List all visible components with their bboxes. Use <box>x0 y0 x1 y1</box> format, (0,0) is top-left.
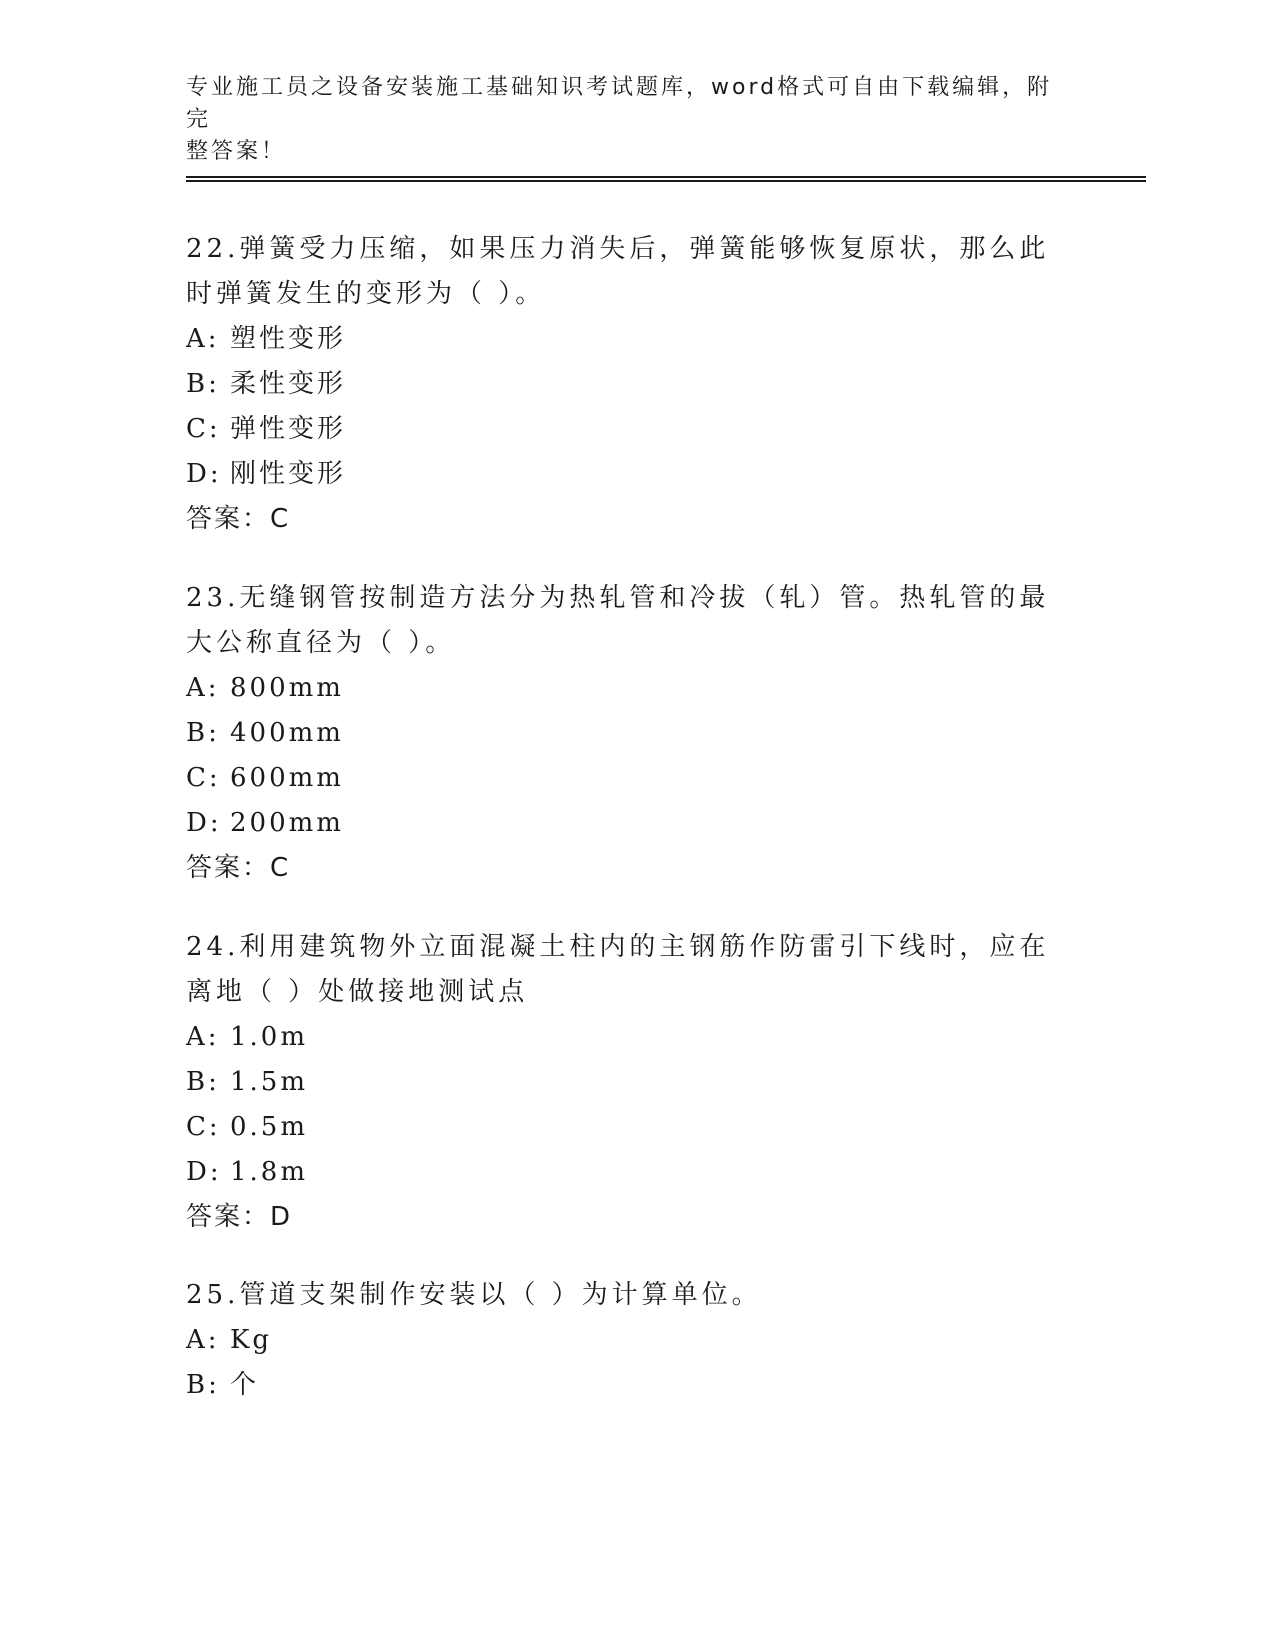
option-text: 塑性变形 <box>230 324 347 354</box>
option-letter: B: <box>186 1370 220 1400</box>
option-d <box>186 452 1066 497</box>
option-b <box>186 711 1066 756</box>
option-text: 个 <box>230 1370 260 1400</box>
question-23 <box>186 576 1066 891</box>
option-c <box>186 1105 1066 1150</box>
option-text: 1.8m <box>230 1157 309 1187</box>
option-text: Kg <box>230 1325 273 1355</box>
option-letter: C: <box>186 763 221 793</box>
option-letter: D: <box>186 808 222 838</box>
answer: 答案：C <box>186 504 291 534</box>
option-text: 800mm <box>230 673 344 703</box>
option-letter: A: <box>186 1325 220 1355</box>
question-22 <box>186 227 1066 542</box>
option-text: 1.0m <box>230 1022 309 1052</box>
option-letter: D: <box>186 459 222 489</box>
option-letter: C: <box>186 1112 221 1142</box>
option-text: 400mm <box>230 718 344 748</box>
option-text: 600mm <box>230 763 344 793</box>
option-text: 刚性变形 <box>230 459 347 489</box>
option-letter: A: <box>186 1022 220 1052</box>
option-c <box>186 407 1066 452</box>
option-d <box>186 1150 1066 1195</box>
header-line-1: 专业施工员之设备安装施工基础知识考试题库，word格式可自由下载编辑，附完 <box>186 75 1053 132</box>
option-a <box>186 1015 1066 1060</box>
question-text: 25.管道支架制作安装以（ ）为计算单位。 <box>186 1280 762 1310</box>
option-letter: C: <box>186 414 221 444</box>
option-a <box>186 317 1066 362</box>
option-letter: A: <box>186 673 220 703</box>
header-line-2: 整答案！ <box>186 139 287 164</box>
option-text: 0.5m <box>230 1112 309 1142</box>
option-text: 柔性变形 <box>230 369 347 399</box>
question-text: 24.利用建筑物外立面混凝土柱内的主钢筋作防雷引下线时，应在离地（ ）处做接地测试点 <box>186 932 1050 1007</box>
option-b <box>186 1363 1066 1408</box>
option-c <box>186 756 1066 801</box>
option-text: 200mm <box>230 808 344 838</box>
option-letter: B: <box>186 718 220 748</box>
option-text: 弹性变形 <box>230 414 347 444</box>
question-24 <box>186 925 1066 1240</box>
option-b <box>186 362 1066 407</box>
answer: 答案：D <box>186 1202 293 1232</box>
document-header <box>186 72 1066 168</box>
option-b <box>186 1060 1066 1105</box>
question-text: 22.弹簧受力压缩，如果压力消失后，弹簧能够恢复原状，那么此时弹簧发生的变形为（ ）。 <box>186 234 1050 309</box>
option-letter: B: <box>186 1067 220 1097</box>
option-a <box>186 1318 1066 1363</box>
option-letter: A: <box>186 324 220 354</box>
header-divider <box>186 176 1146 182</box>
question-25 <box>186 1273 1066 1408</box>
question-text: 23.无缝钢管按制造方法分为热轧管和冷拔（轧）管。热轧管的最大公称直径为（ ）。 <box>186 583 1050 658</box>
option-text: 1.5m <box>230 1067 309 1097</box>
option-letter: B: <box>186 369 220 399</box>
option-a <box>186 666 1066 711</box>
answer: 答案：C <box>186 853 291 883</box>
option-letter: D: <box>186 1157 222 1187</box>
option-d <box>186 801 1066 846</box>
